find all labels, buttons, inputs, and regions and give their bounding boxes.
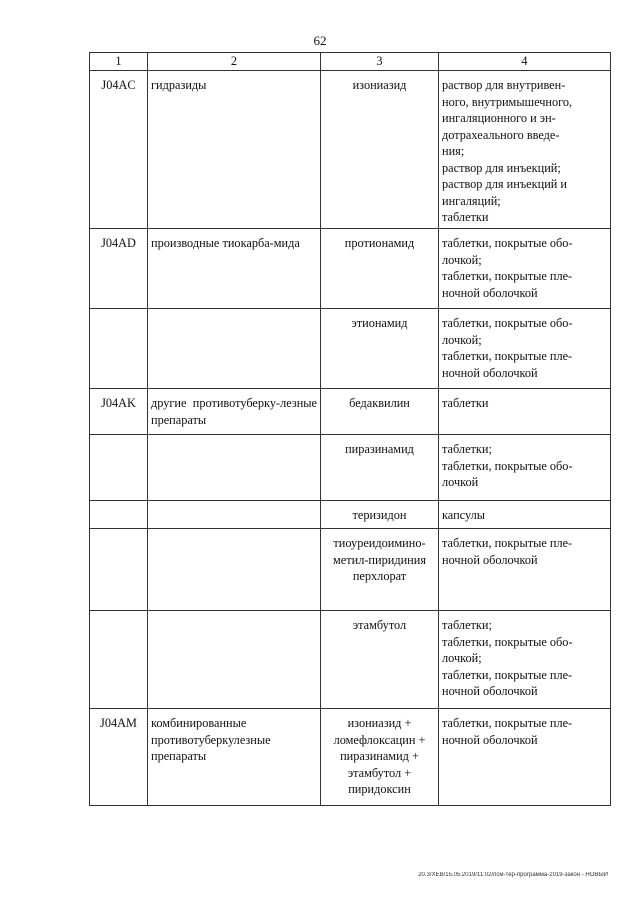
table-row — [90, 229, 611, 309]
drug-group — [148, 529, 321, 611]
dosage-form-line: ночной оболочкой — [442, 684, 538, 698]
atc-code: J04AK — [90, 389, 148, 435]
atc-code — [90, 309, 148, 389]
table-row — [90, 709, 611, 806]
drug-name: изониазид + ломефлоксацин + пиразинамид + этамбутол + пиридоксин — [321, 709, 439, 806]
atc-code — [90, 501, 148, 529]
dosage-form-line: ного, внутримышечного, — [442, 94, 573, 109]
drug-group: комбинированные противотуберкулезные препараты — [148, 709, 321, 806]
dosage-form-line: ночной оболочкой — [442, 732, 538, 747]
table-row — [90, 529, 611, 611]
drug-group: гидразиды — [148, 71, 321, 229]
footer-file-path: 20.3/ХЕВ/15.05.2019/11:02/псм-тер-программа-2019-закон - НОВЫЙ — [418, 872, 608, 878]
column-header-4: 4 — [439, 53, 611, 71]
atc-code — [90, 435, 148, 501]
drug-group: другие противотуберку-лезные препараты — [148, 389, 321, 435]
dosage-form-line: таблетки — [442, 210, 489, 224]
dosage-forms — [439, 435, 611, 501]
drug-name: изониазид — [321, 71, 439, 229]
table-row — [90, 309, 611, 389]
table-row — [90, 389, 611, 435]
dosage-form-line: ингаляций; — [442, 193, 501, 208]
dosage-form-line: таблетки, покрытые пле- — [442, 269, 573, 283]
dosage-forms — [439, 611, 611, 709]
dosage-form-line: таблетки, покрытые обо- — [442, 634, 573, 649]
dosage-form-line: раствор для внутривен- — [442, 78, 566, 92]
dosage-form-line: ночной оболочкой — [442, 552, 538, 567]
atc-code — [90, 529, 148, 611]
dosage-form-line: лочкой; — [442, 252, 482, 267]
dosage-form-line: раствор для инъекций и — [442, 177, 568, 191]
drug-group — [148, 611, 321, 709]
table-header-row — [90, 53, 611, 71]
page-number: 62 — [313, 33, 327, 48]
dosage-form-line: таблетки, покрытые пле- — [442, 716, 573, 730]
dosage-form-line: таблетки, покрытые пле- — [442, 536, 573, 550]
dosage-form-line: таблетки; — [442, 442, 492, 456]
drug-group: производные тиокарба-мида — [148, 229, 321, 309]
column-header-3: 3 — [321, 53, 439, 71]
atc-code: J04AD — [90, 229, 148, 309]
dosage-form-line: таблетки, покрытые пле- — [442, 349, 573, 363]
drug-name: бедаквилин — [321, 389, 439, 435]
dosage-form-line: дотрахеального введе- — [442, 127, 560, 142]
dosage-form-line: таблетки, покрытые обо- — [442, 236, 573, 250]
dosage-forms — [439, 709, 611, 806]
dosage-form-line: таблетки, покрытые обо- — [442, 458, 573, 473]
atc-code — [90, 611, 148, 709]
drug-group — [148, 435, 321, 501]
dosage-form-line: ния; — [442, 144, 465, 158]
drug-name: тиоуреидоимино-метил-пиридиния перхлорат — [321, 529, 439, 611]
dosage-form-line: ингаляционного и эн- — [442, 111, 556, 125]
dosage-forms — [439, 501, 611, 529]
dosage-form-line: лочкой; — [442, 332, 482, 347]
dosage-form-line: таблетки, покрытые пле- — [442, 667, 573, 682]
dosage-form-line: капсулы — [442, 508, 485, 522]
dosage-form-line: ночной оболочкой — [442, 285, 538, 300]
dosage-form-line: таблетки — [442, 396, 489, 410]
table-row — [90, 435, 611, 501]
dosage-form-line: лочкой — [442, 475, 479, 489]
dosage-form-line: ночной оболочкой — [442, 365, 538, 380]
atc-code: J04AM — [90, 709, 148, 806]
drug-group — [148, 309, 321, 389]
table-row — [90, 501, 611, 529]
dosage-forms — [439, 229, 611, 309]
column-header-2: 2 — [148, 53, 321, 71]
drug-name: этамбутол — [321, 611, 439, 709]
column-header-1: 1 — [90, 53, 148, 71]
dosage-forms — [439, 389, 611, 435]
drug-table — [89, 52, 611, 806]
table-row — [90, 71, 611, 229]
dosage-forms — [439, 71, 611, 229]
table-row — [90, 611, 611, 709]
drug-group — [148, 501, 321, 529]
drug-name: пиразинамид — [321, 435, 439, 501]
dosage-form-line: лочкой; — [442, 651, 482, 665]
dosage-forms — [439, 309, 611, 389]
dosage-form-line: таблетки; — [442, 618, 492, 632]
dosage-form-line: раствор для инъекций; — [442, 160, 561, 175]
drug-name: протионамид — [321, 229, 439, 309]
dosage-form-line: таблетки, покрытые обо- — [442, 316, 573, 330]
drug-name: этионамид — [321, 309, 439, 389]
dosage-forms — [439, 529, 611, 611]
drug-name: теризидон — [321, 501, 439, 529]
atc-code: J04AC — [90, 71, 148, 229]
